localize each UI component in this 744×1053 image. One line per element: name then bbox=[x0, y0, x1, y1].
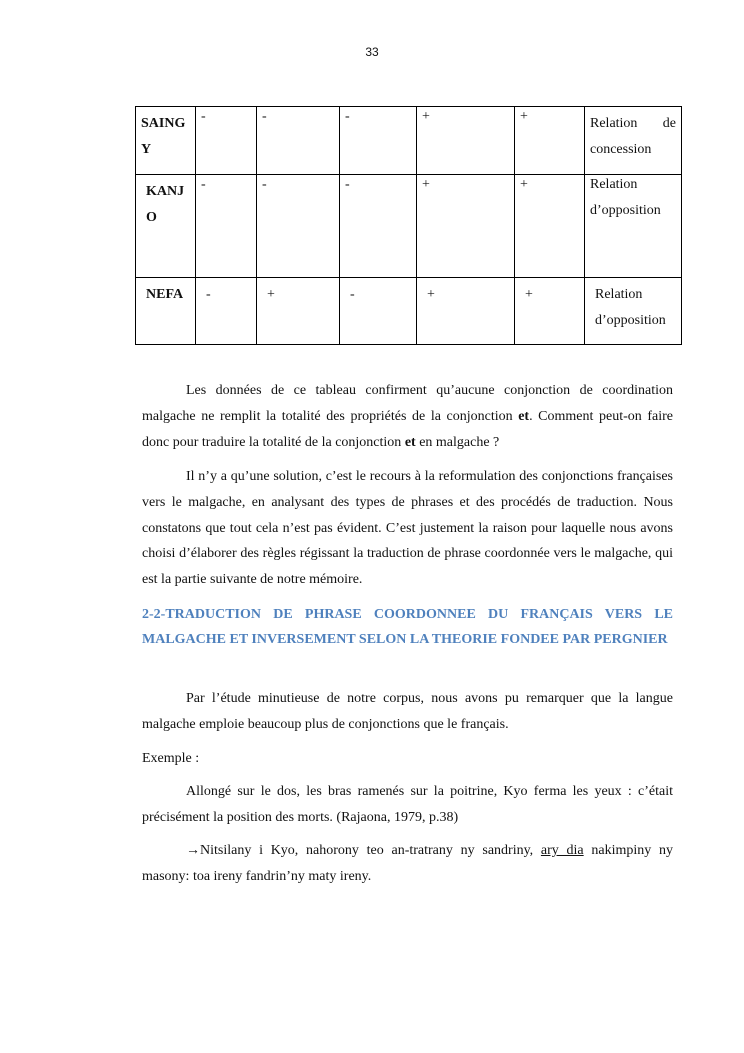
table-row bbox=[136, 107, 682, 175]
table-cell: + bbox=[417, 107, 515, 175]
table-cell: + bbox=[515, 278, 585, 345]
table-row bbox=[136, 278, 682, 345]
row-header: KANJ O bbox=[136, 175, 196, 278]
table-cell: - bbox=[340, 175, 417, 278]
table-cell: - bbox=[257, 107, 340, 175]
paragraph-solution: Il n’y a qu’une solution, c’est le recours à la reformulation des conjonctions françaises vers le malgache, en analysant des types de phrases et des procédés de traduction. Nous constatons que tout cela n’est pas évident. C’est justement la raison pour laquelle nous avons choisi d’élaborer des règles régissant la traduction de phrase coordonnée vers le malgache, qui est la partie suivante de notre mémoire. bbox=[142, 469, 673, 588]
relation-cell: Relation de concession bbox=[585, 107, 682, 175]
table-cell: + bbox=[417, 175, 515, 278]
table-cell: - bbox=[340, 107, 417, 175]
row-header: NEFA bbox=[136, 278, 196, 345]
table-cell: + bbox=[417, 278, 515, 345]
table-row bbox=[136, 175, 682, 278]
table-cell: - bbox=[340, 278, 417, 345]
table-cell: + bbox=[515, 175, 585, 278]
table-cell: - bbox=[196, 107, 257, 175]
section-heading: 2-2-TRADUCTION DE PHRASE COORDONNEE DU FRANÇAIS VERS LE MALGACHE ET INVERSEMENT SELON LA THEORIE FONDEE PAR PERGNIER bbox=[142, 607, 673, 647]
example-malagasy: →Nitsilany i Kyo, nahorony teo an-tratrany ny sandriny, ary dia nakimpiny ny masony: toa ireny fandrin’ny maty ireny. bbox=[142, 843, 673, 884]
paragraph-conclusion: Les données de ce tableau confirment qu’aucune conjonction de coordination malgache ne remplit la totalité des propriétés de la conjonction et. Comment peut-on faire donc pour traduire la totalité de la conjonction et en malgache ? bbox=[142, 383, 673, 450]
table-cell: - bbox=[196, 278, 257, 345]
row-header: SAING Y bbox=[136, 107, 196, 175]
conjunction-table bbox=[135, 106, 682, 345]
paragraph-corpus: Par l’étude minutieuse de notre corpus, nous avons pu remarquer que la langue malgache emploie beaucoup plus de conjonctions que le français. bbox=[142, 691, 673, 732]
table-cell: - bbox=[196, 175, 257, 278]
example-label: Exemple : bbox=[142, 751, 200, 766]
example-french: Allongé sur le dos, les bras ramenés sur la poitrine, Kyo ferma les yeux : c’était précisément la position des morts. (Rajaona, 1979, p.38) bbox=[142, 784, 673, 825]
table-cell: + bbox=[257, 278, 340, 345]
relation-cell: Relation d’opposition bbox=[585, 175, 682, 278]
page-number: 33 bbox=[365, 45, 379, 59]
underlined-conjunction: ary dia bbox=[540, 843, 584, 858]
table-cell: - bbox=[257, 175, 340, 278]
table-cell: + bbox=[515, 107, 585, 175]
relation-cell: Relation d’opposition bbox=[585, 278, 682, 345]
